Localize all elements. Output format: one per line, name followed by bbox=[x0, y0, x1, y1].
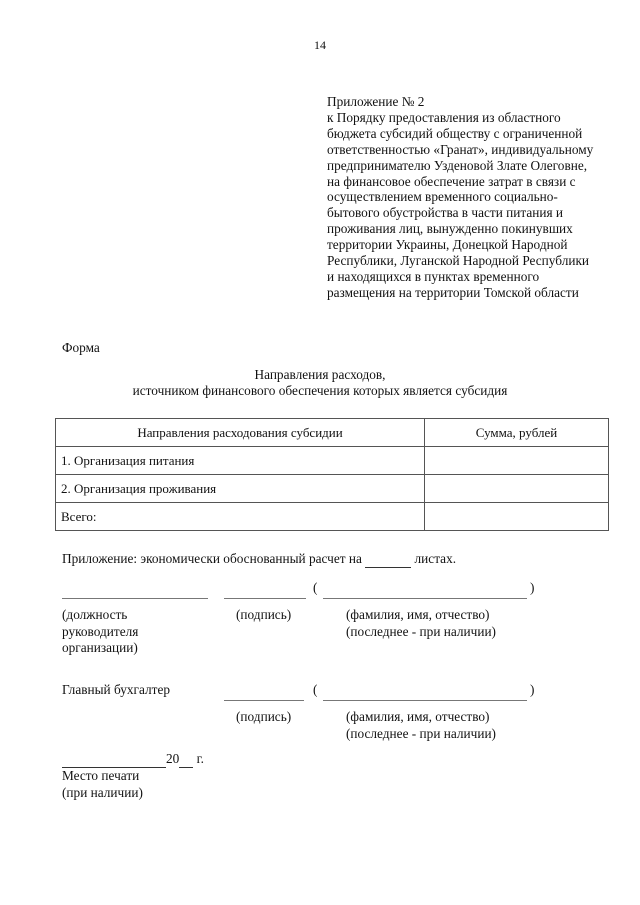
appendix-line: ответственностью «Гранат», индивидуальному bbox=[327, 141, 594, 157]
accountant-open-paren: ( bbox=[313, 682, 318, 697]
appendix-line: размещения на территории Томской области bbox=[327, 284, 579, 300]
name-open-paren: ( bbox=[313, 580, 318, 595]
sheet-count-blank bbox=[365, 551, 411, 568]
appendix-line: Республики, Луганской Народной Республики bbox=[327, 253, 590, 269]
attachment-line bbox=[62, 551, 456, 568]
page-number: 14 bbox=[314, 38, 326, 52]
date-blank bbox=[62, 751, 166, 768]
name-caption-line: (фамилия, имя, отчество) bbox=[346, 709, 490, 724]
row-label: 1. Организация питания bbox=[56, 447, 425, 475]
table-header-row bbox=[56, 419, 609, 447]
position-caption bbox=[62, 607, 138, 657]
name-caption-line: (последнее - при наличии) bbox=[346, 623, 496, 639]
appendix-line: территории Украины, Донецкой Народной bbox=[327, 237, 568, 253]
name-caption bbox=[346, 607, 496, 640]
appendix-line: Приложение № 2 bbox=[327, 94, 425, 109]
signature-blank bbox=[224, 598, 306, 599]
table-row bbox=[56, 503, 609, 531]
row-label: Всего: bbox=[56, 503, 425, 531]
row-label: 2. Организация проживания bbox=[56, 475, 425, 503]
stamp-line: (при наличии) bbox=[62, 784, 143, 800]
form-label: Форма bbox=[62, 340, 100, 355]
attachment-suffix: листах. bbox=[414, 551, 457, 566]
name-close-paren: ) bbox=[530, 580, 535, 595]
appendix-line: предпринимателю Узденовой Злате Олеговне, bbox=[327, 157, 588, 173]
header-amount: Сумма, рублей bbox=[425, 419, 609, 447]
document-title bbox=[0, 367, 640, 399]
row-amount bbox=[425, 503, 609, 531]
appendix-line: осуществлением временного социально- bbox=[327, 189, 558, 205]
stamp-line: Место печати bbox=[62, 768, 140, 783]
appendix-line: и находящихся в пунктах временного bbox=[327, 268, 540, 284]
attachment-prefix: Приложение: экономически обоснованный расчет на bbox=[62, 551, 362, 566]
position-caption-line: руководителя bbox=[62, 623, 139, 639]
name-caption-line: (фамилия, имя, отчество) bbox=[346, 607, 490, 622]
header-directions: Направления расходования субсидии bbox=[56, 419, 425, 447]
appendix-header bbox=[327, 94, 622, 301]
appendix-line: бытового обустройства в части питания и bbox=[327, 205, 564, 221]
accountant-name-blank bbox=[323, 700, 527, 701]
title-line-2: источником финансового обеспечения которых является субсидия bbox=[132, 383, 508, 398]
year-blank bbox=[179, 751, 193, 768]
name-caption-line: (последнее - при наличии) bbox=[346, 725, 496, 741]
signature-caption: (подпись) bbox=[236, 607, 292, 622]
position-caption-line: (должность bbox=[62, 607, 128, 622]
stamp-place bbox=[62, 768, 143, 801]
accountant-name-caption bbox=[346, 709, 496, 742]
accountant-close-paren: ) bbox=[530, 682, 535, 697]
table-row bbox=[56, 447, 609, 475]
row-amount bbox=[425, 475, 609, 503]
date-line bbox=[62, 751, 204, 768]
year-suffix: г. bbox=[196, 751, 204, 766]
appendix-line: бюджета субсидий обществу с ограниченной bbox=[327, 125, 583, 141]
year-prefix: 20 bbox=[166, 751, 180, 766]
appendix-line: на финансовое обеспечение затрат в связи с bbox=[327, 173, 576, 189]
accountant-signature-blank bbox=[224, 700, 304, 701]
row-amount bbox=[425, 447, 609, 475]
appendix-line: к Порядку предоставления из областного bbox=[327, 109, 561, 125]
table-row bbox=[56, 475, 609, 503]
chief-accountant-label: Главный бухгалтер bbox=[62, 682, 171, 697]
title-line-1: Направления расходов, bbox=[254, 367, 386, 382]
appendix-line: проживания лиц, вынужденно покинувших bbox=[327, 221, 573, 237]
expenses-table bbox=[55, 418, 609, 531]
accountant-signature-caption: (подпись) bbox=[236, 709, 292, 724]
position-blank bbox=[62, 598, 208, 599]
name-blank bbox=[323, 598, 527, 599]
position-caption-line: организации) bbox=[62, 640, 138, 655]
